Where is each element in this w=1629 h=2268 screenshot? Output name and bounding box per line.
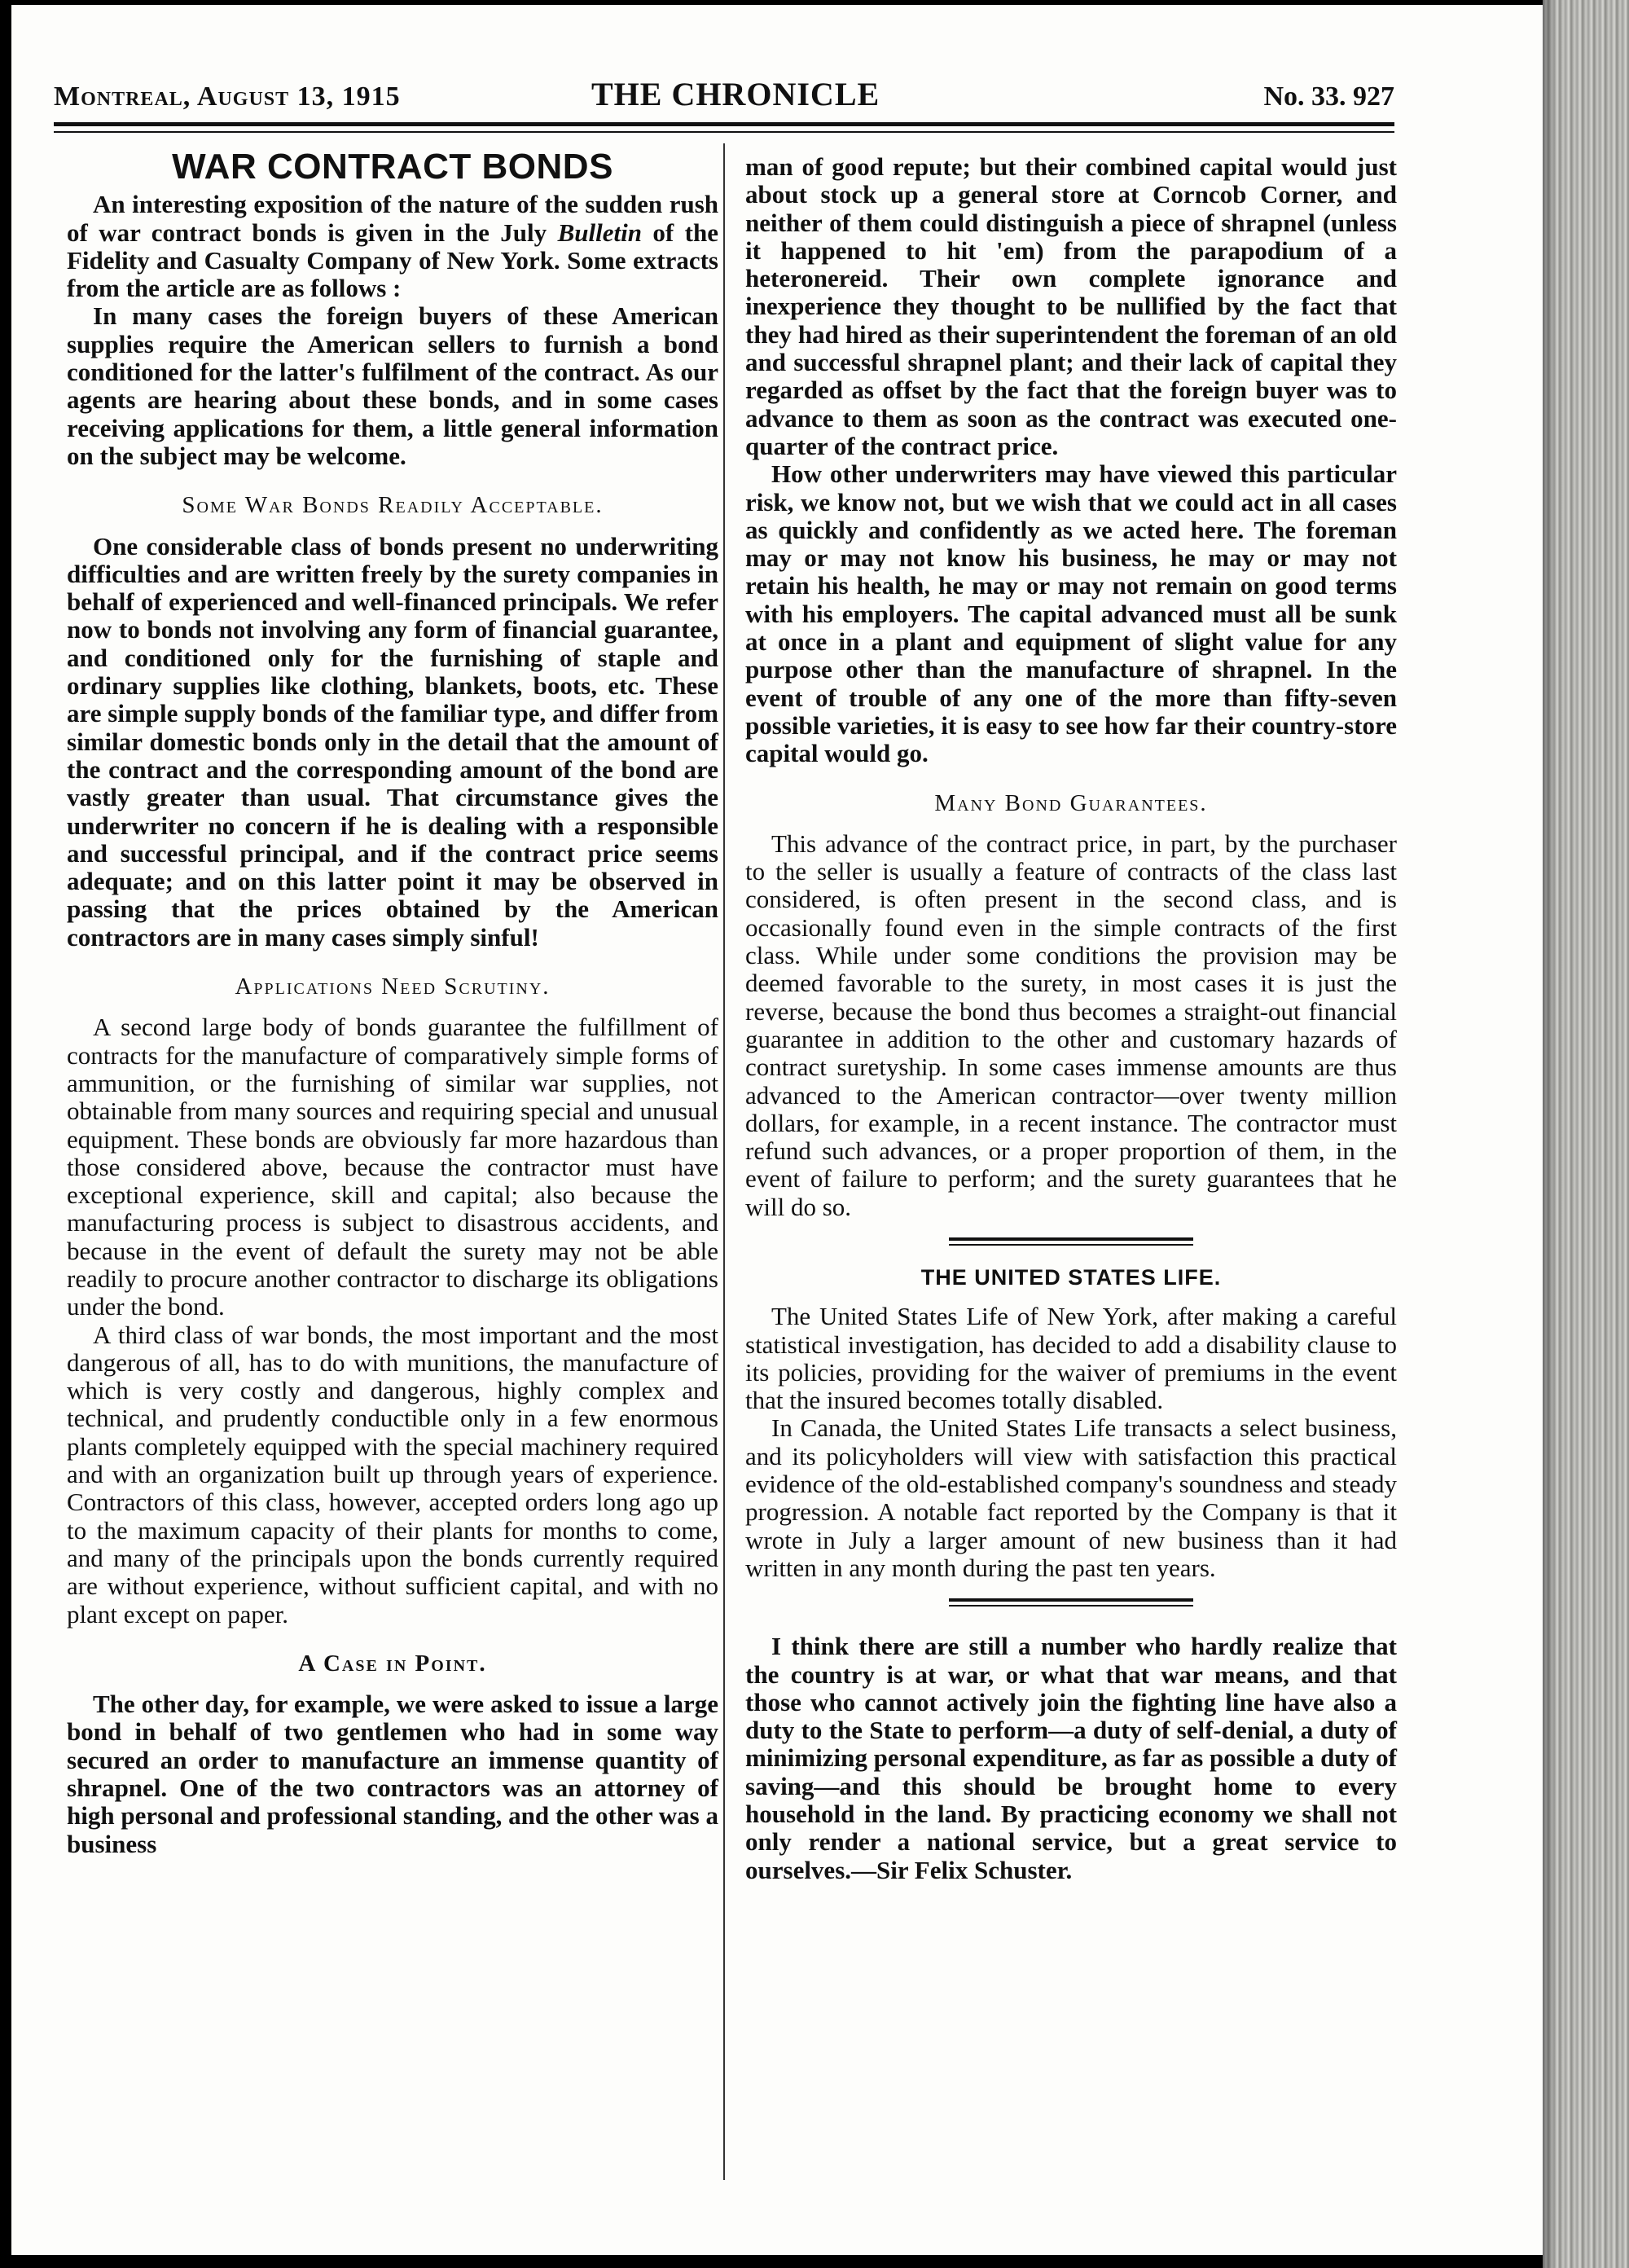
paragraph-case-start: The other day, for example, we were asked to issue a large bond in behalf of two gentlemen who had in some way secured an order to manufacture an immense quantity of shrapnel. One of the two contractors was an attorney of high personal and professional standing, and the other was a business [67,1690,718,1858]
paragraph-second-class: A second large body of bonds guarantee the fulfillment of contracts for the manufacture of comparatively simple forms of ammunition, or the furnishing of similar war supplies, not obtainable from many sources and requiring special and unusual equipment. These bonds are obviously far more hazardous than those considered above, because the contractor must have exceptional experience, skill and capital; also because the manufacturing process is subject to disastrous accidents, and because in the event of default the surety may not be able readily to procure another contractor to discharge its obligations under the bond. [67,1013,718,1321]
section-separator [949,1236,1193,1250]
subheading-need-scrutiny: Applications Need Scrutiny. [235,974,551,1000]
book-page-edges [1543,0,1629,2268]
header-publication-title: THE CHRONICLE [591,76,880,112]
article-title: WAR CONTRACT BONDS [172,147,613,187]
article-united-states-life-title: THE UNITED STATES LIFE. [920,1264,1222,1290]
paragraph-first-class: One considerable class of bonds present no underwriting difficulties and are written freely by the surety companies in behalf of experienced and well-financed principals. We refer now to bonds not involving any form of financial guarantee, and conditioned only for the furnishing of staple and ordinary supplies like clothing, blankets, boots, etc. These are simple supply bonds of the familiar type, and differ from similar domestic bonds only in the detail that the amount of the contract and the corresponding amount of the bond are vastly greater than usual. That circumstance gives the underwriter no concern if he is dealing with a responsible and successful principal, and if the contract price seems adequate; and on this latter point it may be observed in passing that the prices obtained by the American contractors are in many cases simply sinful! [67,531,718,952]
paragraph-foreign-buyers: In many cases the foreign buyers of these American supplies require the American sellers to furnish a bond conditioned for the latter's fulfilment of the contract. As our agents are hearing about these bonds, and in some cases receiving applications for them, a little general information on the subject may be welcome. [67,301,718,470]
bulletin-title: Bulletin [557,218,642,247]
paragraph-us-life-disability: The United States Life of New York, after making a careful statistical investigation, has decided to add a disability clause to its policies, providing for the waiver of premiums in the event that the insured becomes totally disabled. [745,1302,1397,1415]
left-column [67,147,718,1858]
paragraph-third-class: A third class of war bonds, the most important and the most dangerous of all, has to do with munitions, the manufacture of which is very costly and dangerous, highly complex and technical, and prudently conductible only in a few enormous plants completely equipped with the special machinery required and with an organization built up through years of experience. Contractors of this class, however, accepted orders long ago up to the maximum capacity of their plants for months to come, and many of the principals upon the bonds currently required are without experience, without sufficient capital, and with no plant except on paper. [67,1320,718,1628]
paragraph-case-continued: man of good repute; but their combined capital would just about stock up a general store at Corncob Corner, and neither of them could distinguish a piece of shrapnel (unless it happened to hit 'em) from the parapodium of a heteronereid. Their own complete ignorance and inexperience they thought to be nullified by the fact that they had hired as their superintendent the foreman of an old and successful shrapnel plant; and their lack of capital they regarded as offset by the fact that the foreign buyer was to advance to them as soon as the contract was executed one-quarter of the contract price. [745,152,1397,460]
right-column [745,153,1397,1884]
header-issue-page: No. 33. 927 [1263,81,1394,112]
paragraph-contract-advance: This advance of the contract price, in part, by the purchaser to the seller is usually a feature of contracts of the class last considered, is often present in the second class, and is occasionally found even in the simple contracts of the first class. While under some conditions the provision may be deemed favorable to the surety, in most cases it is just the reverse, because the bond thus becomes a straight-out financial guarantee in addition to the other and customary hazards of contract suretyship. In some cases immense amounts are thus advanced to the American contractor—over twenty million dollars, for example, in a recent instance. The contractor must refund such advances, or a proper proportion of them, in the event of failure to perform; and the surety guarantees that he will do so. [745,829,1397,1221]
paragraph-us-life-canada: In Canada, the United States Life transacts a select business, and its policyholders will view with satisfaction this practical evidence of the old-established company's soundness and steady progression. A notable fact reported by the Company is that it wrote in July a larger amount of new business than it had written in any month during the past ten years. [745,1413,1397,1582]
article-intro: An interesting exposition of the nature of the sudden rush of war contract bonds is given in the July Bulletin of the Fidelity and Casualty Company of New York. Some extracts from the article are as follows : [67,190,718,303]
subheading-case-in-point: A Case in Point. [298,1650,487,1677]
paragraph-other-underwriters: How other underwriters may have viewed this particular risk, we know not, but we wish that we could act in all cases as quickly and confidently as we acted here. The foreman may or may not know his business, he may or may not retain his health, he may or may not remain on good terms with his employers. The capital advanced must all be sunk at once in a plant and equipment of slight value for any purpose other than the manufacture of shrapnel. In the event of trouble of any one of the more than fifty-seven possible varieties, it is easy to see how far their country-store capital would go. [745,459,1397,768]
column-divider [723,143,725,2180]
quote-text: I think there are still a number who hardly realize that the country is at war, or what that war means, and that those who cannot actively join the fighting line have also a duty to the State to perform—a duty of self-denial, a duty of minimizing personal expenditure, as far as possible a duty of saving—and this should be brought home to every household in the land. By practicing economy we shall not only render a national service, but a great service to ourselves.—Sir Felix Schuster. [745,1632,1397,1884]
header-date: Montreal, August 13, 1915 [54,81,401,112]
running-header [54,75,1394,116]
subheading-readily-acceptable: Some War Bonds Readily Acceptable. [182,492,604,519]
subheading-many-guarantees: Many Bond Guarantees. [934,789,1208,816]
header-rule-thin [54,131,1394,133]
quote-separator [949,1597,1193,1611]
schuster-quote [745,1633,1397,1884]
header-rule-thick [54,122,1394,126]
